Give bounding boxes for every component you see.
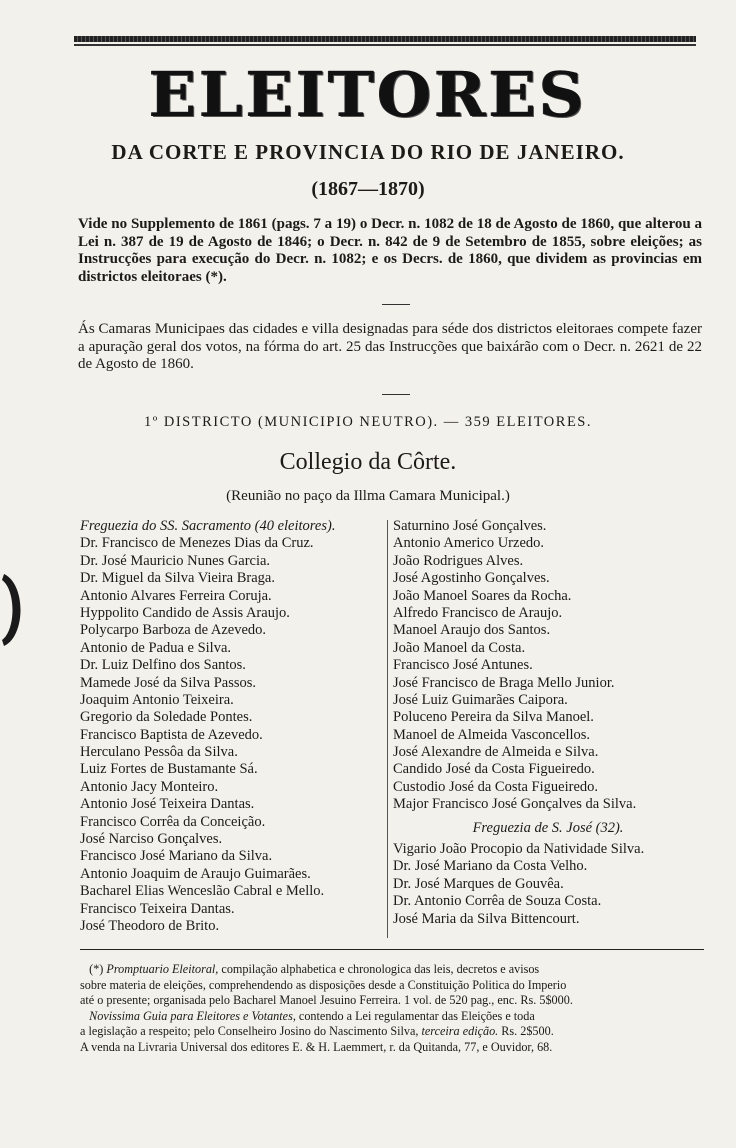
elector-name: Dr. José Mauricio Nunes Garcia. bbox=[80, 552, 271, 569]
binding-mark bbox=[0, 570, 28, 650]
section-dash bbox=[382, 394, 410, 395]
elector-name: José Agostinho Gonçalves. bbox=[393, 570, 550, 587]
elector-name: José Francisco de Braga Mello Junior. bbox=[393, 674, 615, 691]
years-range: (1867—1870) bbox=[311, 178, 425, 200]
elector-name: Poluceno Pereira da Silva Manoel. bbox=[393, 709, 594, 726]
elector-name: Alfredo Francisco de Araujo. bbox=[393, 604, 563, 621]
elector-name: Dr. Francisco de Menezes Dias da Cruz. bbox=[80, 535, 314, 552]
elector-name: Vigario João Procopio da Natividade Silva. bbox=[393, 841, 645, 858]
elector-list-sao-jose bbox=[393, 841, 703, 928]
elector-name: Joaquim Antonio Teixeira. bbox=[80, 691, 234, 708]
footnote-text: compilação alphabetica e chronologica das leis, decretos e avisos bbox=[221, 962, 540, 976]
right-column bbox=[393, 518, 703, 928]
elector-name: Dr. Miguel da Silva Vieira Braga. bbox=[80, 570, 275, 587]
elector-name: Manoel de Almeida Vasconcellos. bbox=[393, 726, 591, 743]
book-title-guia: Novissima Guia para Eleitores e Votantes, bbox=[89, 1008, 296, 1023]
footnote-line bbox=[80, 962, 704, 978]
elector-name: Major Francisco José Gonçalves da Silva. bbox=[393, 796, 637, 813]
elector-name: Gregorio da Soledade Pontes. bbox=[80, 709, 253, 726]
footnote-text: a legislação a respeito; pelo Conselheiro Josino do Nascimento Silva, bbox=[80, 1024, 419, 1039]
elector-name: Dr. José Mariano da Costa Velho. bbox=[393, 858, 588, 875]
elector-name: Antonio Joaquim de Araujo Guimarães. bbox=[80, 865, 311, 882]
elector-name: José Alexandre de Almeida e Silva. bbox=[393, 744, 599, 761]
elector-name: José Narciso Gonçalves. bbox=[80, 831, 223, 848]
elector-name: Dr. Antonio Corrêa de Souza Costa. bbox=[393, 893, 602, 910]
elector-name: João Rodrigues Alves. bbox=[393, 552, 524, 569]
elector-name: Herculano Pessôa da Silva. bbox=[80, 744, 238, 761]
elector-name: Dr. José Marques de Gouvêa. bbox=[393, 875, 564, 892]
edition-note: terceira edição. bbox=[421, 1024, 499, 1039]
column-divider bbox=[387, 520, 388, 938]
book-title-promptuario: Promptuario Eleitoral, bbox=[106, 962, 219, 976]
footnote-line bbox=[80, 1009, 704, 1025]
section-dash bbox=[382, 304, 410, 305]
college-heading: Collegio da Côrte. bbox=[279, 449, 457, 475]
elector-name: Custodio José da Costa Figueiredo. bbox=[393, 778, 599, 795]
elector-name: Bacharel Elias Wenceslão Cabral e Mello. bbox=[80, 883, 325, 900]
top-rule-thin bbox=[74, 44, 696, 46]
elector-name: Mamede José da Silva Passos. bbox=[80, 674, 256, 691]
elector-name: Antonio Jacy Monteiro. bbox=[80, 778, 219, 795]
parish-heading-sacramento: Freguezia do SS. Sacramento (40 eleitores). bbox=[80, 518, 336, 534]
elector-name: José Luiz Guimarães Caipora. bbox=[393, 691, 568, 708]
footnote-text: contendo a Lei regulamentar das Eleições e toda bbox=[298, 1008, 535, 1023]
footnote bbox=[80, 962, 704, 1056]
intro-paragraph-camaras: Ás Camaras Municipaes das cidades e villa designadas para séde dos districtos eleitoraes compete fazer a apuração geral dos votos, na fórma do art. 25 das Instrucções que baixárão com o Decr. n. 2621 de 22 de Agosto de 1860. bbox=[78, 321, 702, 372]
top-rule bbox=[74, 36, 696, 42]
elector-name: Francisco Teixeira Dantas. bbox=[80, 900, 235, 917]
elector-name: Francisco Baptista de Azevedo. bbox=[80, 726, 263, 743]
elector-name: Saturnino José Gonçalves. bbox=[393, 518, 547, 534]
elector-name: Francisco José Antunes. bbox=[393, 657, 533, 674]
elector-name: Polycarpo Barboza de Azevedo. bbox=[80, 622, 267, 639]
elector-name: Antonio de Padua e Silva. bbox=[80, 639, 232, 656]
footnote-line: A venda na Livraria Universal dos editores E. & H. Laemmert, r. da Quitanda, 77, e Ouvidor, 68. bbox=[80, 1039, 553, 1054]
district-heading: 1º DISTRICTO (MUNICIPIO NEUTRO). — 359 ELEITORES. bbox=[143, 414, 592, 430]
page-subtitle: DA CORTE E PROVINCIA DO RIO DE JANEIRO. bbox=[111, 140, 625, 164]
elector-name: Candido José da Costa Figueiredo. bbox=[393, 761, 595, 778]
footnote-line: até o presente; organisada pelo Bacharel Manoel Jesuino Ferreira. 1 vol. de 520 pag., enc. Rs. 5$000. bbox=[80, 993, 573, 1008]
elector-name: José Theodoro de Brito. bbox=[80, 917, 220, 934]
page-title: ELEITORES bbox=[149, 58, 587, 131]
elector-list-sacramento bbox=[80, 535, 386, 935]
elector-name: José Maria da Silva Bittencourt. bbox=[393, 910, 580, 927]
footnote-rule bbox=[80, 949, 704, 950]
elector-name: Dr. Luiz Delfino dos Santos. bbox=[80, 657, 246, 674]
footnote-price: Rs. 2$500. bbox=[501, 1024, 554, 1039]
elector-name: Hyppolito Candido de Assis Araujo. bbox=[80, 604, 290, 621]
elector-name: João Manoel Soares da Rocha. bbox=[393, 587, 572, 604]
elector-name: Antonio Americo Urzedo. bbox=[393, 535, 545, 552]
left-column bbox=[80, 518, 386, 935]
elector-name: Francisco Corrêa da Conceição. bbox=[80, 813, 266, 830]
elector-name: Francisco José Mariano da Silva. bbox=[80, 848, 273, 865]
footnote-marker: (*) bbox=[89, 962, 104, 976]
elector-name: Antonio Alvares Ferreira Coruja. bbox=[80, 587, 272, 604]
footnote-line: sobre materia de eleições, comprehendendo as disposições desde a Constituição Politica do Imperio bbox=[80, 977, 567, 992]
reunion-note: (Reunião no paço da Illma Camara Municipal.) bbox=[226, 488, 510, 504]
elector-name: João Manoel da Costa. bbox=[393, 639, 526, 656]
elector-name: Antonio José Teixeira Dantas. bbox=[80, 796, 255, 813]
intro-paragraph-legislation: Vide no Supplemento de 1861 (pags. 7 a 19) o Decr. n. 1082 de 18 de Agosto de 1860, que alterou a Lei n. 387 de 19 de Agosto de 1846; o Decr. n. 842 de 9 de Setembro de 1855, sobre eleições; as Instrucções para execução do Decr. n. 1082; e os Decrs. de 1860, que dividem as provincias em districtos eleitoraes (*). bbox=[78, 216, 702, 285]
elector-name: Luiz Fortes de Bustamante Sá. bbox=[80, 761, 258, 778]
parish-heading-sao-jose: Freguezia de S. José (32). bbox=[472, 819, 624, 836]
elector-name: Manoel Araujo dos Santos. bbox=[393, 622, 551, 639]
footnote-line bbox=[80, 1024, 704, 1040]
elector-list-sacramento-cont bbox=[393, 518, 703, 814]
